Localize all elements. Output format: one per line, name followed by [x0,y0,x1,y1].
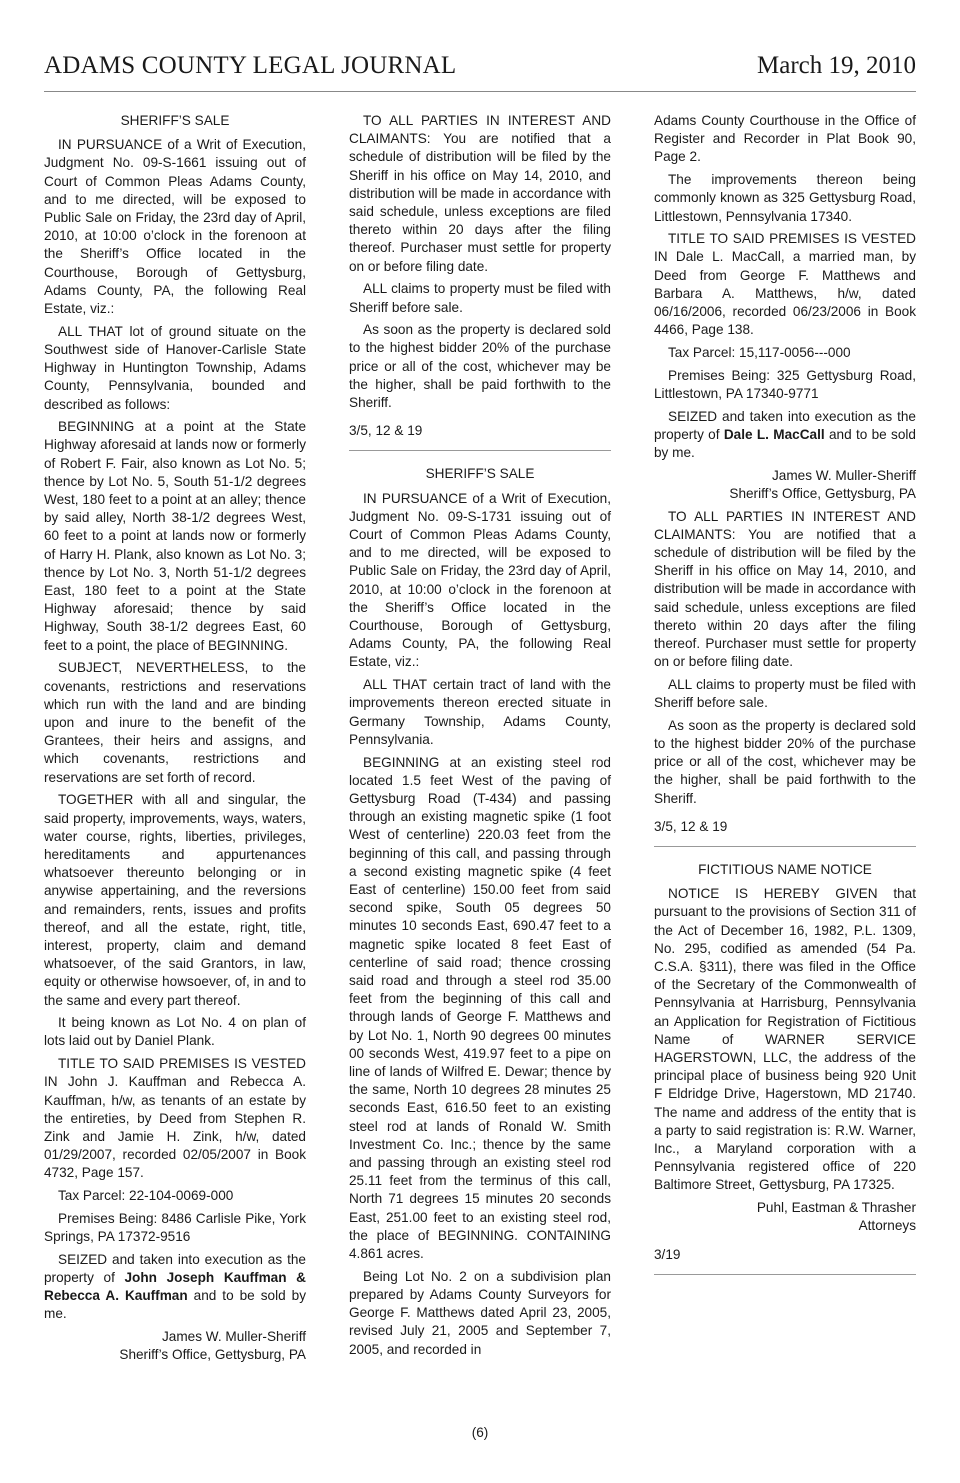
notice-heading: SHERIFF’S SALE [425,466,535,482]
section-divider [654,846,916,847]
header-rule [44,91,916,92]
sheriff-signature: James W. Muller-Sheriff [771,467,916,483]
masthead [44,52,916,92]
notice-paragraph: TOGETHER with all and singular, the said property, improvements, ways, waters, water course, rights, liberties, privileges, hereditaments and appurtenances whatsoever thereunto belonging or in anywise appertaining, and the reversions and remainders, rents, issues and profits thereof, and all the estate, right, title, interest, property, claim and demand whatsoever, of the said Grantors, in law, equity or otherwise howsoever, of, in and to the same and every part thereof. [44,792,306,1008]
notice-paragraph: BEGINNING at a point at the State Highway aforesaid at lands now or formerly of Robert F. Fair, also known as Lot No. 5; thence by Lot No. 5, South 51-1/2 degrees West, 180 feet to a point at an alley; thence by said alley, North 38-1/2 degrees West, 60 feet to a point at lands now or formerly of Harry H. Plank, also known as Lot No. 3; thence by Lot No. 3, North 51-1/2 degrees East, 180 feet to a point at the State Highway aforesaid; thence by said Highway, South 38-1/2 degrees East, 60 feet to a point, the place of BEGINNING. [44,419,306,653]
column-3 [654,112,916,1289]
notice-paragraph: TITLE TO SAID PREMISES IS VESTED IN John J. Kauffman and Rebecca A. Kauffman, h/w, as tenants of an estate by the entireties, by Deed from Stephen R. Zink and Jamie H. Zink, h/w, dated 01/29/2007, recorded 02/05/2007 in Book 4732, Page 157. [44,1056,306,1181]
fictitious-name-heading: FICTITIOUS NAME NOTICE [698,862,872,878]
notice-paragraph: IN PURSUANCE of a Writ of Execution, Judgment No. 09-S-1731 issuing out of Court of Common Pleas Adams County, and to me directed, will be exposed to Public Sale on Friday, the 23rd day of April, 2010, at 10:00 o’clock in the forenoon at the Sheriff’s Office located in the Courthouse, Borough of Gettysburg, Adams County, PA, the following Real Estate, viz.: [349,490,611,670]
defendant-name: John Joseph Kauffman & Rebecca A. Kauffman [44,1269,306,1304]
notice-paragraph: BEGINNING at an existing steel rod located 1.5 feet West of the paving of Gettysburg Road (T-434) and passing through an existing magnetic spike (1 foot West of centerline) 220.03 feet from the beginning of this call, and passing through a second existing magnetic spike (4 feet East of centerline) 150.00 feet from said second spike, South 05 degrees 50 minutes 10 seconds East, 690.47 feet to a magnetic spike located 8 feet East of centerline of said road; thence crossing said road and through a steel rod 35.00 feet from the beginning of this call and through lands of George F. Matthews and by Lot No. 1, North 90 degrees 00 minutes 00 seconds West, 419.97 feet to a pipe on line of lands of Wilfred E. Dewar; thence by the same, North 10 degrees 28 minutes 25 seconds East, 616.50 feet to an existing steel rod at lands of Ronald W. Smith Investment Co. Inc.; thence by the same and passing through an existing steel rod 25.11 feet from the terminus of this call, North 71 degrees 15 minutes 20 seconds East, 251.00 feet to an existing steel rod, the place of BEGINNING. CONTAINING 4.861 acres. [349,754,611,1261]
publication-dates: 3/5, 12 & 19 [349,423,423,439]
sheriff-signature: James W. Muller-Sheriff [161,1329,306,1344]
claimants-notice: TO ALL PARTIES IN INTEREST AND CLAIMANTS: You are notified that a schedule of distribution will be filed by the Sheriff in his office on May 14, 2010, and distribution will be made in accordance with said schedule, unless exceptions are filed thereto within 20 days after the filing thereof. Purchaser must settle for property on or before filing date. [349,113,611,274]
attorney-title: Attorneys [858,1218,916,1234]
claims-notice: ALL claims to property must be filed with Sheriff before sale. [349,281,611,315]
publication-dates: 3/5, 12 & 19 [654,818,728,834]
fictitious-name-body: NOTICE IS HEREBY GIVEN that pursuant to the provisions of Section 311 of the Act of December 16, 1982, P.L. 1309, No. 295, codified as amended (54 Pa. C.S.A. §311), there was filed in the Office of the Secretary of the Commonwealth of Pennsylvania at Harrisburg, Pennsylvania an Application for Registration of Fictitious Name of WARNER SERVICE HAGERSTOWN, LLC, the address of the principal place of business being 920 Unit F Eldridge Drive, Hagerstown, MD 21740. The name and address of the entity that is a party to said registration is: R.W. Warner, Inc., a Maryland corporation with a Pennsylvania registered office of 220 Baltimore Street, Gettysburg, PA 17325. [654,886,916,1193]
bidder-notice: As soon as the property is declared sold to the highest bidder 20% of the purchase price or all of the cost, whichever may be the higher, shall be paid forthwith to the Sheriff. [349,322,611,411]
notice-paragraph: ALL THAT lot of ground situate on the Southwest side of Hanover-Carlisle State Highway in Huntington Township, Adams County, Pennsylvania, bounded and described as follows: [44,323,306,412]
column-1 [44,112,306,1369]
notice-paragraph: ALL THAT certain tract of land with the improvements thereon erected situate in Germany Township, Adams County, Pennsylvania. [349,677,611,747]
premises-address: Premises Being: 325 Gettysburg Road, Littlestown, PA 17340-9771 [654,367,916,401]
notice-paragraph: Being Lot No. 2 on a subdivision plan prepared by Adams County Surveyors for George F. Matthews dated April 23, 2005, revised July 21, 2005 and September 7, 2005, and recorded in [349,1268,611,1357]
notice-paragraph: TITLE TO SAID PREMISES IS VESTED IN Dale L. MacCall, a married man, by Deed from George F. Matthews and Barbara A. Matthews, h/w, dated 06/16/2006, recorded 06/23/2006 in Book 4466, Page 138. [654,231,916,338]
claims-notice: ALL claims to property must be filed with Sheriff before sale. [654,676,916,711]
seizure-paragraph: SEIZED and taken into execution as the property of Dale L. MacCall and to be sold by me. [654,408,916,460]
claimants-notice: TO ALL PARTIES IN INTEREST AND CLAIMANTS: You are notified that a schedule of distribution will be filed by the Sheriff in his office on May 14, 2010, and distribution will be made in accordance with said schedule, unless exceptions are filed thereto within 20 days after the filing thereof. Purchaser must settle for property on or before filing date. [654,508,916,670]
notice-paragraph: IN PURSUANCE of a Writ of Execution, Judgment No. 09-S-1661 issuing out of Court of Common Pleas Adams County, and to me directed, will be exposed to Public Sale on Friday, the 23rd day of April, 2010, at 10:00 o’clock in the forenoon at the Sheriff’s Office located in the Courthouse, Borough of Gettysburg, Adams County, PA, the following Real Estate, viz.: [44,137,306,317]
seizure-paragraph: SEIZED and taken into execution as the property of John Joseph Kauffman & Rebecca A. Kauffman and to be sold by me. [44,1251,306,1322]
bidder-notice: As soon as the property is declared sold to the highest bidder 20% of the purchase price or all of the cost, whichever may be the higher, shall be paid forthwith to the Sheriff. [654,717,916,806]
journal-title: ADAMS COUNTY LEGAL JOURNAL [44,52,457,79]
notice-paragraph: Adams County Courthouse in the Office of Register and Recorder in Plat Book 90, Page 2. [654,113,916,165]
section-divider [654,1274,916,1275]
tax-parcel: Tax Parcel: 22-104-0069-000 [58,1188,234,1204]
notice-heading: SHERIFF’S SALE [120,113,230,128]
page-number: (6) [471,1425,489,1440]
attorney-signature: Puhl, Eastman & Thrasher [756,1200,916,1216]
tax-parcel: Tax Parcel: 15,117-0056---000 [668,344,851,360]
defendant-name: Dale L. MacCall [723,426,825,442]
sheriff-office: Sheriff’s Office, Gettysburg, PA [119,1347,306,1363]
column-2 [349,112,611,1363]
notice-paragraph: SUBJECT, NEVERTHELESS, to the covenants, restrictions and reservations which run with the land and are binding upon and inure to the benefit of the Grantees, their heirs and assigns, and which covenants, restrictions and reservations are set forth of record. [44,660,306,785]
premises-address: Premises Being: 8486 Carlisle Pike, York Springs, PA 17372-9516 [44,1210,306,1244]
notice-paragraph: It being known as Lot No. 4 on plan of lots laid out by Daniel Plank. [44,1015,306,1049]
section-divider [349,450,611,451]
issue-date: March 19, 2010 [757,52,916,79]
sheriff-office: Sheriff’s Office, Gettysburg, PA [729,485,916,501]
notice-paragraph: The improvements thereon being commonly known as 325 Gettysburg Road, Littlestown, Pennsylvania 17340. [654,172,916,224]
publication-dates: 3/19 [654,1246,681,1262]
